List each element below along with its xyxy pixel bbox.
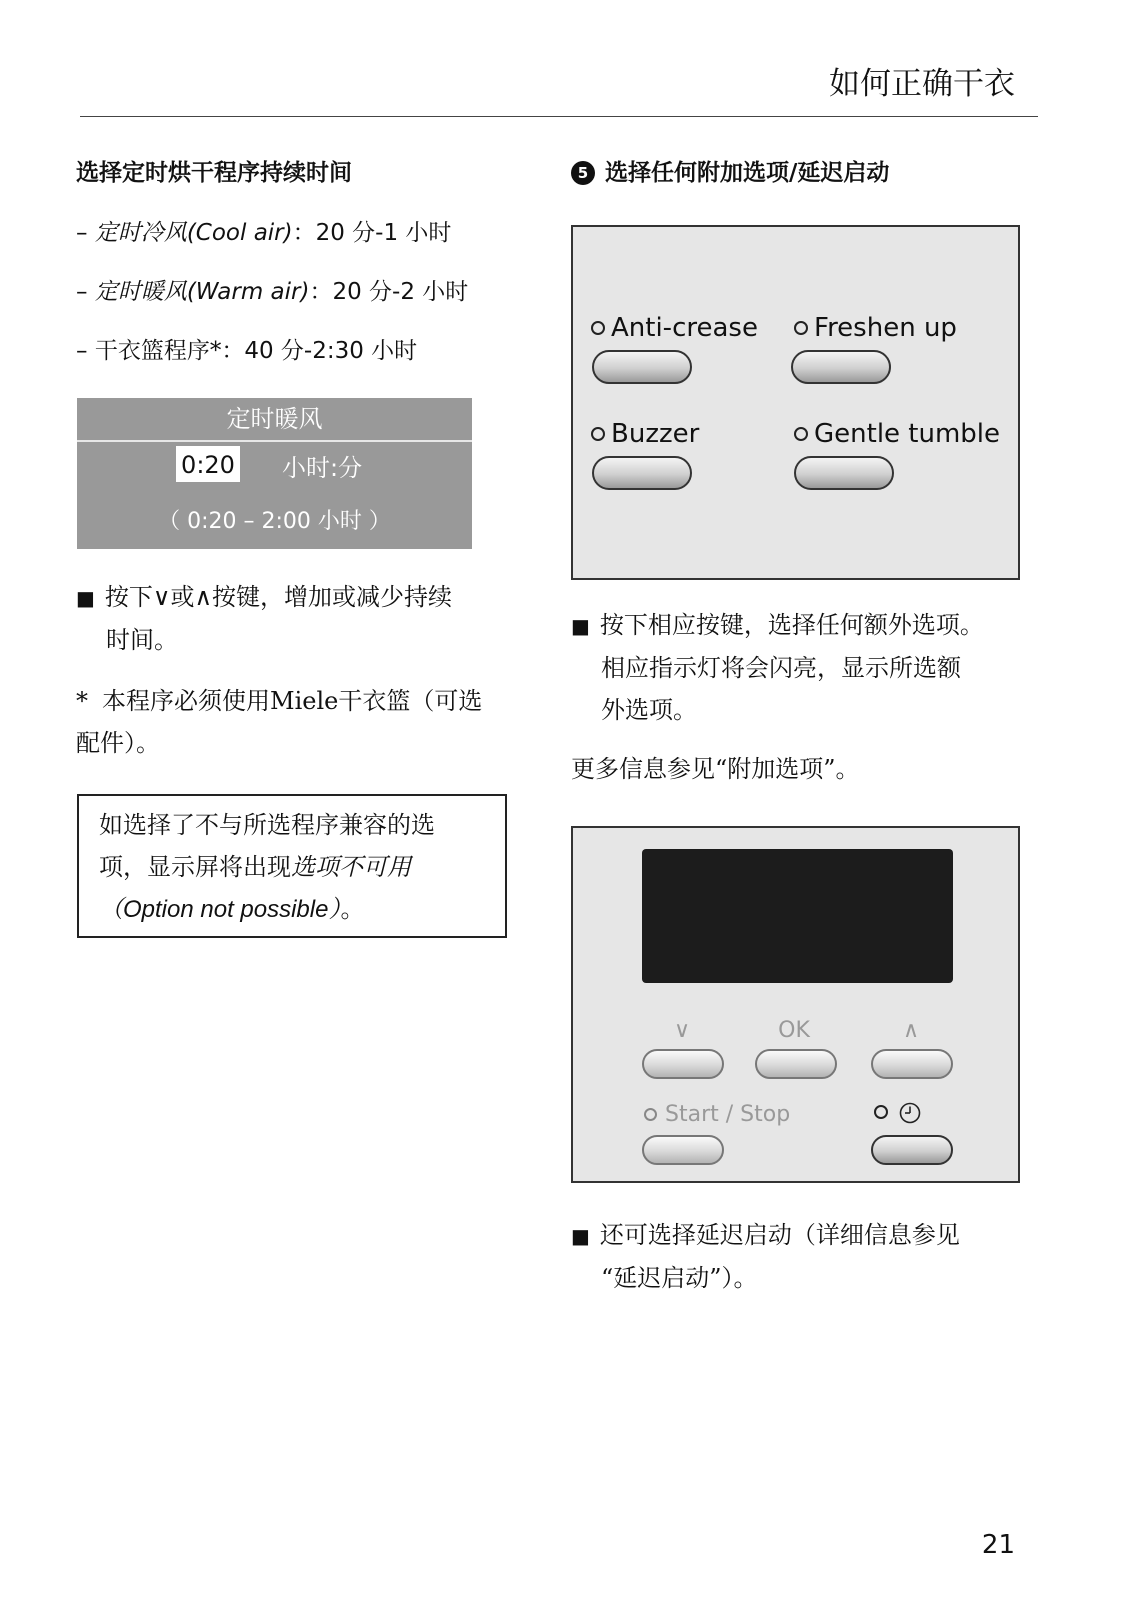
- duration-range: 20 分-2 小时: [332, 279, 469, 305]
- gentle-tumble-button[interactable]: [794, 456, 894, 490]
- footnote-star: *: [76, 687, 88, 715]
- instruction-line: 按下∨或∧按键，增加或减少持续: [104, 583, 453, 611]
- header-divider: [80, 116, 1038, 117]
- duration-item-basket: [76, 332, 417, 365]
- instruction-line: “延迟启动”）。: [601, 1264, 758, 1292]
- duration-range: 20 分-1 小时: [315, 220, 452, 246]
- page-number: 21: [981, 1530, 1015, 1560]
- instruction-select-options: [571, 604, 984, 731]
- up-button[interactable]: [871, 1049, 953, 1079]
- buzzer-button[interactable]: [592, 456, 692, 490]
- option-gentle-tumble-label: Gentle tumble: [794, 419, 1000, 449]
- down-label: ∨: [673, 1018, 691, 1043]
- program-name: 干衣篮程序*: [94, 338, 222, 364]
- program-english-name: (Cool air): [186, 220, 293, 246]
- start-stop-label: Start / Stop: [644, 1102, 790, 1127]
- duration-item-warm-air: [76, 273, 468, 306]
- display-duration-value: 0:20: [176, 446, 240, 482]
- option-anti-crease-label: Anti-crease: [591, 313, 758, 343]
- instruction-line: 时间。: [106, 626, 178, 654]
- duration-item-cool-air: [76, 214, 451, 247]
- bullet: ■: [571, 614, 590, 638]
- display-unit: 小时:分: [282, 454, 363, 482]
- note-end: 。: [340, 895, 365, 923]
- bullet: ■: [76, 586, 95, 610]
- program-english-name: (Warm air): [186, 279, 310, 305]
- program-name: 定时暖风: [94, 279, 187, 305]
- step-heading: [571, 154, 889, 187]
- dash: –: [76, 220, 88, 246]
- instruction-delay-start: [571, 1214, 960, 1299]
- down-button[interactable]: [642, 1049, 724, 1079]
- more-info-text: 更多信息参见“附加选项”。: [571, 755, 860, 783]
- program-name: 定时冷风: [94, 220, 187, 246]
- indicator-light-icon: [874, 1105, 888, 1119]
- footnote-line: 配件）。: [76, 729, 160, 757]
- display-program-title: 定时暖风: [226, 405, 323, 433]
- ok-label: OK: [778, 1018, 810, 1043]
- timer-display: [77, 398, 472, 549]
- page-header-title: 如何正确干衣: [829, 66, 1015, 102]
- control-panel-screen: [642, 849, 953, 983]
- instruction-line: 相应指示灯将会闪亮，显示所选额: [601, 654, 961, 682]
- note-italic: 选项不可用: [291, 853, 411, 881]
- note-line: 如选择了不与所选程序兼容的选: [99, 811, 435, 839]
- display-range: （ 0:20 – 2:00 小时 ）: [158, 509, 391, 534]
- display-divider: [77, 440, 472, 442]
- duration-range: 40 分-2:30 小时: [244, 338, 418, 364]
- footnote-line: 本程序必须使用Miele干衣篮（可选: [102, 687, 483, 715]
- up-label: ∧: [902, 1018, 920, 1043]
- clock-icon: [899, 1102, 921, 1124]
- indicator-light-icon: [794, 321, 808, 335]
- delay-start-button[interactable]: [871, 1135, 953, 1165]
- anti-crease-button[interactable]: [592, 350, 692, 384]
- section-heading-duration: 选择定时烘干程序持续时间: [76, 160, 352, 186]
- separator: ：: [292, 220, 316, 246]
- bullet: ■: [571, 1224, 590, 1248]
- note-line: 项，显示屏将出现: [99, 853, 291, 881]
- dash: –: [76, 279, 88, 305]
- step-number-badge: 5: [571, 161, 595, 185]
- options-panel: [571, 225, 1020, 580]
- note-box: [77, 794, 507, 938]
- option-buzzer-label: Buzzer: [591, 419, 699, 449]
- instruction-line: 按下相应按键，选择任何额外选项。: [599, 611, 984, 639]
- indicator-light-icon: [794, 427, 808, 441]
- instruction-line: 还可选择延迟启动（详细信息参见: [599, 1221, 960, 1249]
- instruction-line: 外选项。: [601, 696, 697, 724]
- footnote-basket: [76, 680, 482, 764]
- freshen-up-button[interactable]: [791, 350, 891, 384]
- indicator-light-icon: [591, 427, 605, 441]
- ok-button[interactable]: [755, 1049, 837, 1079]
- separator: ：: [309, 279, 333, 305]
- option-freshen-up-label: Freshen up: [794, 313, 957, 343]
- indicator-light-icon: [644, 1108, 657, 1121]
- step-heading-text: 选择任何附加选项/延迟启动: [605, 160, 890, 186]
- separator: ：: [221, 338, 245, 364]
- start-stop-button[interactable]: [642, 1135, 724, 1165]
- instruction-adjust-duration: [76, 576, 452, 661]
- delay-start-label: [874, 1102, 921, 1124]
- dash: –: [76, 338, 88, 364]
- indicator-light-icon: [591, 321, 605, 335]
- note-english: （Option not possible）: [99, 896, 341, 923]
